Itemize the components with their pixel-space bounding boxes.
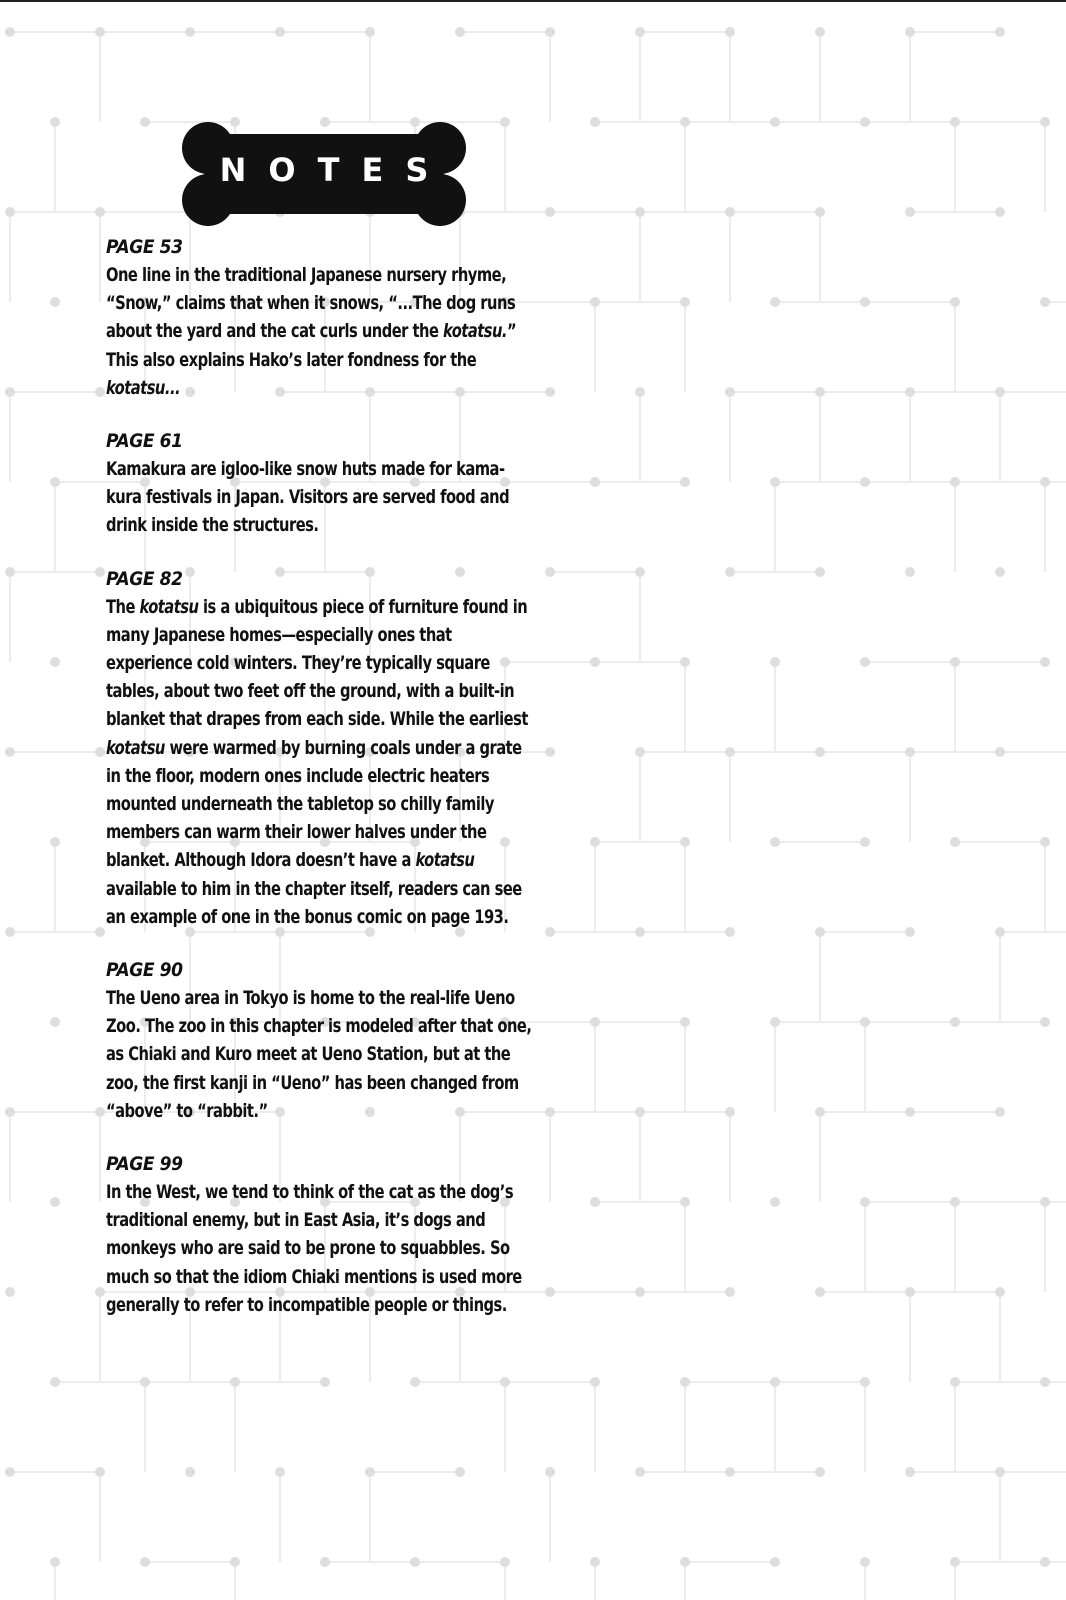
grid-dot — [860, 1017, 870, 1027]
grid-dot — [635, 747, 645, 757]
grid-dot — [680, 1557, 690, 1567]
grid-dot — [140, 1557, 150, 1567]
grid-dot — [770, 1557, 780, 1567]
grid-dot — [590, 657, 600, 667]
grid-dot — [590, 1197, 600, 1207]
grid-dot — [905, 1467, 915, 1477]
grid-dot — [815, 1107, 825, 1117]
grid-dot — [1040, 657, 1050, 667]
grid-dot — [320, 1377, 330, 1387]
note-heading: PAGE 61 — [106, 430, 183, 453]
grid-dot — [905, 27, 915, 37]
grid-dot — [365, 1467, 375, 1477]
note-entry — [106, 234, 546, 402]
note-text: The Ueno area in Tokyo is home to the real-life Ueno Zoo. The zoo in this chapter is modeled after that one, as Chiaki and Kuro meet at Ueno Station, but at the zoo, the first kanji in “Ueno” has been changed from “above” to “rabbit.” — [106, 987, 532, 1122]
grid-dot — [950, 117, 960, 127]
grid-dot — [590, 477, 600, 487]
grid-dot — [95, 27, 105, 37]
grid-dot — [50, 657, 60, 667]
note-heading: PAGE 53 — [106, 236, 183, 258]
grid-dot — [635, 1467, 645, 1477]
grid-dot — [770, 297, 780, 307]
grid-dot — [995, 747, 1005, 757]
grid-dot — [950, 1557, 960, 1567]
note-heading: PAGE 82 — [106, 567, 183, 590]
grid-dot — [5, 27, 15, 37]
grid-dot — [995, 207, 1005, 217]
grid-dot — [50, 1017, 60, 1027]
note-text: In the West, we tend to think of the cat as the dog’s traditional enemy, but in East Asia, it’s dogs and monkeys who are said to be prone to squabbles. So much so that the idiom Chiaki mentions is used more generally to refer to incompatible people or things. — [106, 1181, 522, 1316]
grid-dot — [5, 1287, 15, 1297]
note-text: available to him in the chapter itself, readers can see an example of one in the bonus comic on page 193. — [106, 877, 522, 928]
grid-dot — [95, 387, 105, 397]
grid-dot — [635, 567, 645, 577]
grid-dot — [95, 207, 105, 217]
grid-dot — [95, 747, 105, 757]
grid-dot — [590, 1377, 600, 1387]
grid-dot — [1040, 1017, 1050, 1027]
grid-dot — [50, 117, 60, 127]
note-italic-term: kotatsu — [139, 595, 199, 618]
grid-dot — [950, 1017, 960, 1027]
grid-dot — [50, 837, 60, 847]
grid-dot — [635, 27, 645, 37]
grid-dot — [815, 1287, 825, 1297]
grid-dot — [545, 1467, 555, 1477]
grid-dot — [950, 1377, 960, 1387]
grid-dot — [635, 387, 645, 397]
grid-dot — [770, 1197, 780, 1207]
note-text: One line in the traditional Japanese nursery rhyme, “Snow,” claims that when it snows, “...The dog runs about the yard and the cat curls under the — [106, 264, 516, 343]
grid-dot — [95, 1107, 105, 1117]
grid-dot — [905, 1107, 915, 1117]
grid-dot — [590, 297, 600, 307]
grid-dot — [455, 27, 465, 37]
grid-dot — [860, 117, 870, 127]
grid-dot — [860, 477, 870, 487]
grid-dot — [95, 1467, 105, 1477]
grid-dot — [680, 837, 690, 847]
grid-dot — [860, 297, 870, 307]
grid-dot — [770, 1377, 780, 1387]
grid-dot — [770, 1017, 780, 1027]
grid-dot — [905, 567, 915, 577]
grid-dot — [275, 1467, 285, 1477]
grid-dot — [545, 567, 555, 577]
grid-dot — [185, 1467, 195, 1477]
note-body — [106, 455, 536, 540]
banner-title: NOTES — [219, 151, 451, 189]
grid-dot — [680, 477, 690, 487]
grid-dot — [905, 747, 915, 757]
grid-dot — [725, 1107, 735, 1117]
grid-dot — [770, 837, 780, 847]
grid-dot — [680, 297, 690, 307]
grid-dot — [995, 927, 1005, 937]
grid-dot — [680, 117, 690, 127]
grid-dot — [725, 927, 735, 937]
grid-dot — [815, 747, 825, 757]
grid-dot — [410, 1557, 420, 1567]
grid-dot — [725, 1287, 735, 1297]
grid-dot — [770, 117, 780, 127]
grid-dot — [1040, 1377, 1050, 1387]
grid-dot — [95, 927, 105, 937]
grid-dot — [50, 477, 60, 487]
grid-dot — [680, 1017, 690, 1027]
grid-dot — [815, 927, 825, 937]
grid-dot — [5, 747, 15, 757]
note-text: is a ubiquitous piece of furniture found in many Japanese homes—especially ones that experience cold winters. They’re typically square tables, about two feet off the ground, with a built-in blanket that drapes from each side. While the earliest — [106, 595, 528, 731]
grid-dot — [50, 1377, 60, 1387]
grid-dot — [770, 657, 780, 667]
grid-dot — [635, 927, 645, 937]
grid-dot — [815, 207, 825, 217]
note-text: ” This also explains Hako’s later fondness for the — [106, 320, 517, 371]
grid-dot — [50, 1557, 60, 1567]
grid-dot — [860, 837, 870, 847]
grid-dot — [815, 567, 825, 577]
note-text: The — [106, 595, 140, 618]
note-italic-term: kotatsu — [415, 849, 475, 872]
grid-dot — [95, 1287, 105, 1297]
grid-dot — [860, 657, 870, 667]
note-body — [106, 984, 536, 1125]
grid-dot — [365, 27, 375, 37]
grid-dot — [545, 747, 555, 757]
note-heading: PAGE 90 — [106, 959, 183, 982]
grid-dot — [950, 297, 960, 307]
note-italic-term: kotatsu. — [443, 320, 507, 343]
notes-list — [106, 234, 546, 1345]
grid-dot — [500, 1377, 510, 1387]
note-body — [106, 593, 536, 931]
grid-dot — [995, 1467, 1005, 1477]
grid-dot — [50, 297, 60, 307]
grid-dot — [590, 837, 600, 847]
grid-dot — [635, 1107, 645, 1117]
grid-dot — [635, 207, 645, 217]
grid-dot — [5, 927, 15, 937]
note-text: Kamakura are igloo-like snow huts made for kama-kura festivals in Japan. Visitors are served food and drink inside the structures. — [106, 458, 510, 537]
note-entry — [106, 428, 546, 540]
grid-dot — [230, 1557, 240, 1567]
note-entry — [106, 566, 546, 931]
grid-dot — [545, 1287, 555, 1297]
grid-dot — [905, 1287, 915, 1297]
grid-dot — [1040, 1557, 1050, 1567]
grid-dot — [185, 27, 195, 37]
grid-dot — [1040, 477, 1050, 487]
grid-dot — [905, 387, 915, 397]
note-heading: PAGE 99 — [106, 1153, 183, 1176]
note-italic-term: kotatsu... — [106, 376, 181, 399]
grid-dot — [815, 27, 825, 37]
grid-dot — [950, 477, 960, 487]
note-body — [106, 1178, 536, 1319]
grid-dot — [905, 927, 915, 937]
note-entry — [106, 957, 546, 1125]
notes-banner — [170, 120, 478, 228]
grid-dot — [725, 567, 735, 577]
grid-dot — [1040, 1197, 1050, 1207]
grid-dot — [815, 387, 825, 397]
grid-dot — [590, 1017, 600, 1027]
grid-dot — [995, 1107, 1005, 1117]
grid-dot — [5, 567, 15, 577]
note-entry — [106, 1151, 546, 1319]
grid-dot — [995, 1287, 1005, 1297]
grid-dot — [1040, 297, 1050, 307]
grid-dot — [5, 207, 15, 217]
grid-dot — [545, 27, 555, 37]
grid-dot — [680, 1197, 690, 1207]
grid-dot — [680, 657, 690, 667]
grid-dot — [1040, 837, 1050, 847]
grid-dot — [5, 1107, 15, 1117]
grid-dot — [1040, 117, 1050, 127]
grid-dot — [5, 1467, 15, 1477]
grid-dot — [590, 117, 600, 127]
grid-dot — [725, 387, 735, 397]
grid-dot — [725, 27, 735, 37]
grid-dot — [500, 117, 510, 127]
grid-dot — [95, 567, 105, 577]
grid-dot — [860, 1557, 870, 1567]
grid-dot — [725, 747, 735, 757]
grid-dot — [230, 1377, 240, 1387]
note-text: were warmed by burning coals under a grate in the floor, modern ones include electric heaters mounted underneath the tabletop so chilly family members can warm their lower halves under the blanket. Although Idora doesn’t have a — [106, 736, 522, 872]
grid-dot — [725, 1467, 735, 1477]
grid-dot — [590, 1557, 600, 1567]
grid-dot — [545, 927, 555, 937]
grid-dot — [995, 387, 1005, 397]
grid-dot — [5, 387, 15, 397]
grid-dot — [500, 1557, 510, 1567]
grid-dot — [140, 117, 150, 127]
grid-dot — [995, 567, 1005, 577]
grid-dot — [545, 1107, 555, 1117]
grid-dot — [545, 207, 555, 217]
grid-dot — [455, 1467, 465, 1477]
grid-dot — [680, 1377, 690, 1387]
grid-dot — [410, 1377, 420, 1387]
grid-dot — [815, 1467, 825, 1477]
grid-dot — [50, 1197, 60, 1207]
grid-dot — [860, 1197, 870, 1207]
grid-dot — [950, 837, 960, 847]
grid-dot — [320, 1557, 330, 1567]
grid-dot — [275, 27, 285, 37]
grid-dot — [725, 207, 735, 217]
grid-dot — [545, 387, 555, 397]
note-body — [106, 261, 536, 402]
grid-dot — [770, 477, 780, 487]
grid-dot — [950, 1197, 960, 1207]
grid-dot — [950, 657, 960, 667]
grid-dot — [860, 1377, 870, 1387]
grid-dot — [905, 207, 915, 217]
note-italic-term: kotatsu — [106, 736, 165, 759]
grid-dot — [995, 27, 1005, 37]
grid-dot — [635, 1287, 645, 1297]
grid-dot — [140, 1377, 150, 1387]
